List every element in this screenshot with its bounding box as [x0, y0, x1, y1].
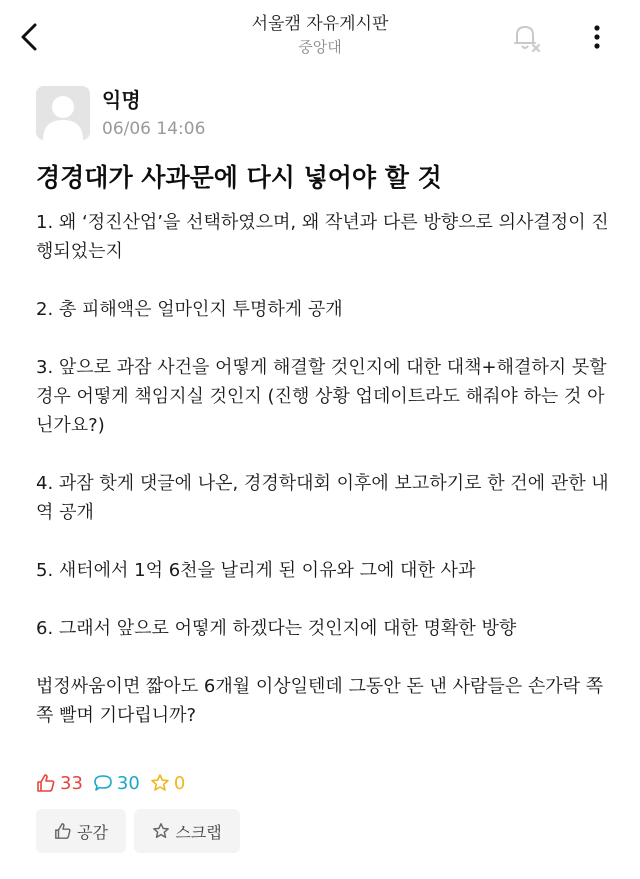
author-block	[36, 86, 596, 142]
like-button-label: 공감	[77, 822, 108, 842]
post-timestamp: 06/06 14:06	[102, 119, 206, 139]
post-paragraph: 3. 앞으로 과잠 사건을 어떻게 해결할 것인지에 대한 대책+해결하지 못할 경우 어떻게 책임지실 것인지 (진행 상황 업데이트라도 해줘야 하는 것 아닌가요?)	[36, 357, 607, 436]
more-options-button[interactable]	[584, 20, 610, 56]
post-paragraph: 2. 총 피해액은 얼마인지 투명하게 공개	[36, 299, 343, 320]
board-title: 서울캠 자유게시판	[251, 14, 389, 34]
post-paragraph: 6. 그래서 앞으로 어떻게 하겠다는 것인지에 대한 명확한 방향	[36, 618, 517, 639]
comment-count	[93, 773, 140, 794]
like-count-value: 33	[60, 772, 83, 794]
post-paragraph: 법정싸움이면 짧아도 6개월 이상일텐데 그동안 돈 낸 사람들은 손가락 쪽쪽 빨며 기다립니까?	[36, 676, 604, 726]
post-title: 경경대가 사과문에 다시 넣어야 할 것	[36, 163, 442, 192]
speech-bubble-icon	[93, 773, 113, 793]
post-paragraph: 4. 과잠 핫게 댓글에 나온, 경경학대회 이후에 보고하기로 한 건에 관한 내역 공개	[36, 473, 609, 523]
default-avatar-icon	[36, 86, 90, 140]
star-icon	[152, 822, 170, 840]
thumbs-up-icon	[54, 822, 72, 840]
post-body	[36, 208, 616, 759]
board-subtitle: 중앙대	[298, 38, 342, 56]
more-vertical-icon	[584, 20, 610, 56]
board-title-block	[0, 12, 640, 58]
post-paragraph: 1. 왜 ‘정진산업’을 선택하였으며, 왜 작년과 다른 방향으로 의사결정이 진행되었는지	[36, 212, 609, 262]
notification-toggle-button[interactable]	[508, 20, 544, 56]
avatar[interactable]	[36, 86, 90, 140]
thumbs-up-icon	[36, 773, 56, 793]
top-bar	[0, 0, 640, 72]
author-name: 익명	[102, 88, 141, 112]
like-button[interactable]	[36, 809, 126, 853]
scrap-count	[150, 773, 185, 794]
star-icon	[150, 773, 170, 793]
bell-off-icon	[508, 20, 544, 56]
scrap-button-label: 스크랩	[175, 822, 222, 842]
post-stats	[36, 770, 195, 796]
scrap-count-value: 0	[173, 772, 186, 794]
post-paragraph: 5. 새터에서 1억 6천을 날리게 된 이유와 그에 대한 사과	[36, 560, 476, 581]
like-count	[36, 773, 83, 794]
post-actions	[36, 809, 248, 853]
comment-count-value: 30	[116, 772, 140, 794]
scrap-button[interactable]	[134, 809, 240, 853]
